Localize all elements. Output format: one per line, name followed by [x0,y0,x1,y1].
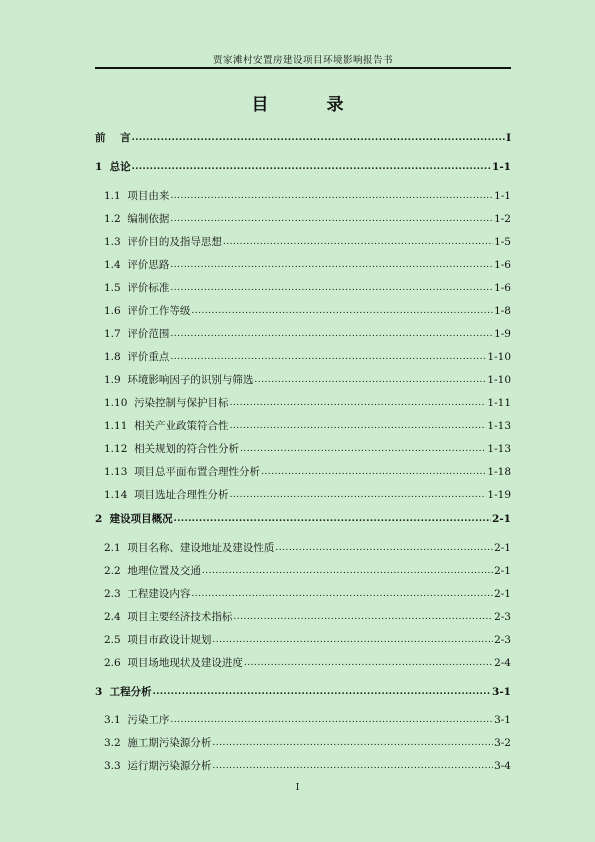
toc-entry-page: 1-9 [494,328,511,340]
dot-leader [230,419,487,433]
toc-section-entry[interactable] [95,235,511,249]
toc-entry-title: 评价思路 [127,259,170,271]
toc-entry-page: 1-1 [494,190,511,202]
dot-leader [240,442,486,456]
toc-entry-page: 1-1 [492,161,511,173]
toc-entry-number: 1.12 [104,443,135,455]
toc-chapter-entry[interactable] [95,131,511,145]
toc-entry-title: 工程分析 [109,686,152,698]
dot-leader [261,465,486,479]
toc-entry-page: 1-11 [487,397,511,409]
toc-chapter-entry[interactable] [95,512,511,526]
toc-entry-page: 1-10 [487,374,511,386]
toc-section-entry[interactable] [95,633,511,647]
dot-leader [254,373,486,387]
dot-leader [170,258,493,272]
toc-entry-page: 1-8 [494,305,511,317]
page-number: I [295,783,300,793]
dot-leader [230,488,487,502]
toc-section-entry[interactable] [95,465,511,479]
toc-entry-number: 1 [95,161,110,173]
dot-leader [170,212,493,226]
toc-entry-number: 1.11 [104,420,135,432]
toc-entry-number: 1.8 [104,351,128,363]
toc-entry-title: 项目由来 [127,190,170,202]
toc-entry-number: 3.3 [104,760,128,772]
toc-entry-title: 项目选址合理性分析 [134,489,229,501]
dot-leader [170,350,486,364]
toc-section-entry[interactable] [95,610,511,624]
dot-leader [244,656,493,670]
dot-leader [223,235,493,249]
toc-section-entry[interactable] [95,258,511,272]
toc-section-entry[interactable] [95,419,511,433]
toc-entry-number: 1.10 [104,397,135,409]
toc-entry-number: 3.2 [104,737,128,749]
toc-section-entry[interactable] [95,736,511,750]
toc-entry-title: 相关产业政策符合性 [134,420,229,432]
toc-entry-title: 评价标准 [127,282,170,294]
toc-entry-title: 污染控制与保护目标 [134,397,229,409]
toc-entry-page: 2-1 [494,588,511,600]
dot-leader [170,713,493,727]
toc-section-entry[interactable] [95,281,511,295]
toc-entry-number: 1.4 [104,259,128,271]
toc-section-entry[interactable] [95,327,511,341]
toc-entry-number: 1.1 [104,190,128,202]
toc-entry-page: 1-18 [487,466,511,478]
dot-leader [170,281,493,295]
toc-entry-page: 2-1 [494,542,511,554]
dot-leader [212,759,493,773]
dot-leader [212,633,493,647]
toc-entry-number: 2.6 [104,657,128,669]
toc-entry-title: 前 言 [95,132,131,144]
toc-section-entry[interactable] [95,587,511,601]
toc-entry-number: 1.5 [104,282,128,294]
toc-entry-page: 1-2 [494,213,511,225]
dot-leader [153,685,491,699]
toc-entry-number: 2.4 [104,611,128,623]
dot-leader [132,131,505,145]
toc-entry-page: 2-3 [494,611,511,623]
toc-entry-number: 1.2 [104,213,128,225]
toc-entry-page: 1-10 [487,351,511,363]
dot-leader [275,541,493,555]
page-title: 目 录 [251,95,370,115]
toc-entry-page: 3-4 [494,760,511,772]
toc-section-entry[interactable] [95,212,511,226]
toc-entry-page: I [506,132,511,144]
dot-leader [170,327,493,341]
toc-entry-page: 3-1 [494,714,511,726]
toc-entry-title: 总论 [109,161,131,173]
toc-section-entry[interactable] [95,189,511,203]
toc-chapter-entry[interactable] [95,685,511,699]
dot-leader [170,189,493,203]
toc-section-entry[interactable] [95,396,511,410]
toc-entry-title: 污染工序 [127,714,170,726]
toc-entry-title: 编制依据 [127,213,170,225]
toc-entry-number: 1.3 [104,236,128,248]
toc-section-entry[interactable] [95,442,511,456]
toc-entry-title: 项目市政设计规划 [127,634,212,646]
dot-leader [191,587,493,601]
toc-entry-number: 1.9 [104,374,128,386]
toc-entry-title: 项目名称、建设地址及建设性质 [127,542,275,554]
toc-entry-title: 建设项目概况 [109,513,173,525]
toc-section-entry[interactable] [95,488,511,502]
toc-entry-page: 3-1 [492,686,511,698]
toc-entry-title: 评价工作等级 [127,305,191,317]
running-header: 贾家滩村安置房建设项目环境影响报告书 [212,55,393,66]
toc-entry-page: 2-3 [494,634,511,646]
toc-entry-title: 评价目的及指导思想 [127,236,222,248]
dot-leader [132,160,491,174]
toc-section-entry[interactable] [95,350,511,364]
dot-leader [191,304,493,318]
toc-entry-number: 2 [95,513,110,525]
toc-entry-page: 1-5 [494,236,511,248]
toc-chapter-entry[interactable] [95,160,511,174]
toc-entry-page: 1-6 [494,259,511,271]
toc-entry-title: 环境影响因子的识别与筛选 [127,374,254,386]
toc-entry-title: 评价重点 [127,351,170,363]
toc-section-entry[interactable] [95,304,511,318]
toc-entry-number: 3 [95,686,110,698]
toc-entry-page: 2-1 [494,565,511,577]
toc-entry-title: 地理位置及交通 [127,565,201,577]
dot-leader [230,396,487,410]
toc-entry-page: 1-19 [487,489,511,501]
toc-entry-title: 项目总平面布置合理性分析 [134,466,261,478]
toc-entry-number: 2.3 [104,588,128,600]
toc-entry-page: 3-2 [494,737,511,749]
dot-leader [202,564,493,578]
toc-entry-number: 2.1 [104,542,128,554]
toc-section-entry[interactable] [95,541,511,555]
toc-section-entry[interactable] [95,564,511,578]
toc-entry-number: 3.1 [104,714,128,726]
toc-entry-title: 相关规划的符合性分析 [134,443,240,455]
toc-section-entry[interactable] [95,656,511,670]
toc-section-entry[interactable] [95,759,511,773]
toc-entry-title: 项目主要经济技术指标 [127,611,233,623]
toc-entry-number: 1.13 [104,466,135,478]
toc-entry-title: 工程建设内容 [127,588,191,600]
toc-entry-page: 2-4 [494,657,511,669]
toc-entry-number: 2.5 [104,634,128,646]
header-rule [95,67,511,69]
toc-entry-number: 1.6 [104,305,128,317]
toc-section-entry[interactable] [95,373,511,387]
dot-leader [212,736,493,750]
dot-leader [233,610,493,624]
toc-entry-page: 2-1 [492,513,511,525]
toc-entry-number: 1.7 [104,328,128,340]
toc-entry-page: 1-13 [487,420,511,432]
dot-leader [174,512,491,526]
toc-entry-number: 2.2 [104,565,128,577]
toc-entry-number: 1.14 [104,489,135,501]
toc-entry-title: 项目场地现状及建设进度 [127,657,243,669]
toc-section-entry[interactable] [95,713,511,727]
toc-entry-title: 施工期污染源分析 [127,737,212,749]
toc-entry-title: 运行期污染源分析 [127,760,212,772]
toc-entry-page: 1-13 [487,443,511,455]
toc-entry-title: 评价范围 [127,328,170,340]
toc-entry-page: 1-6 [494,282,511,294]
